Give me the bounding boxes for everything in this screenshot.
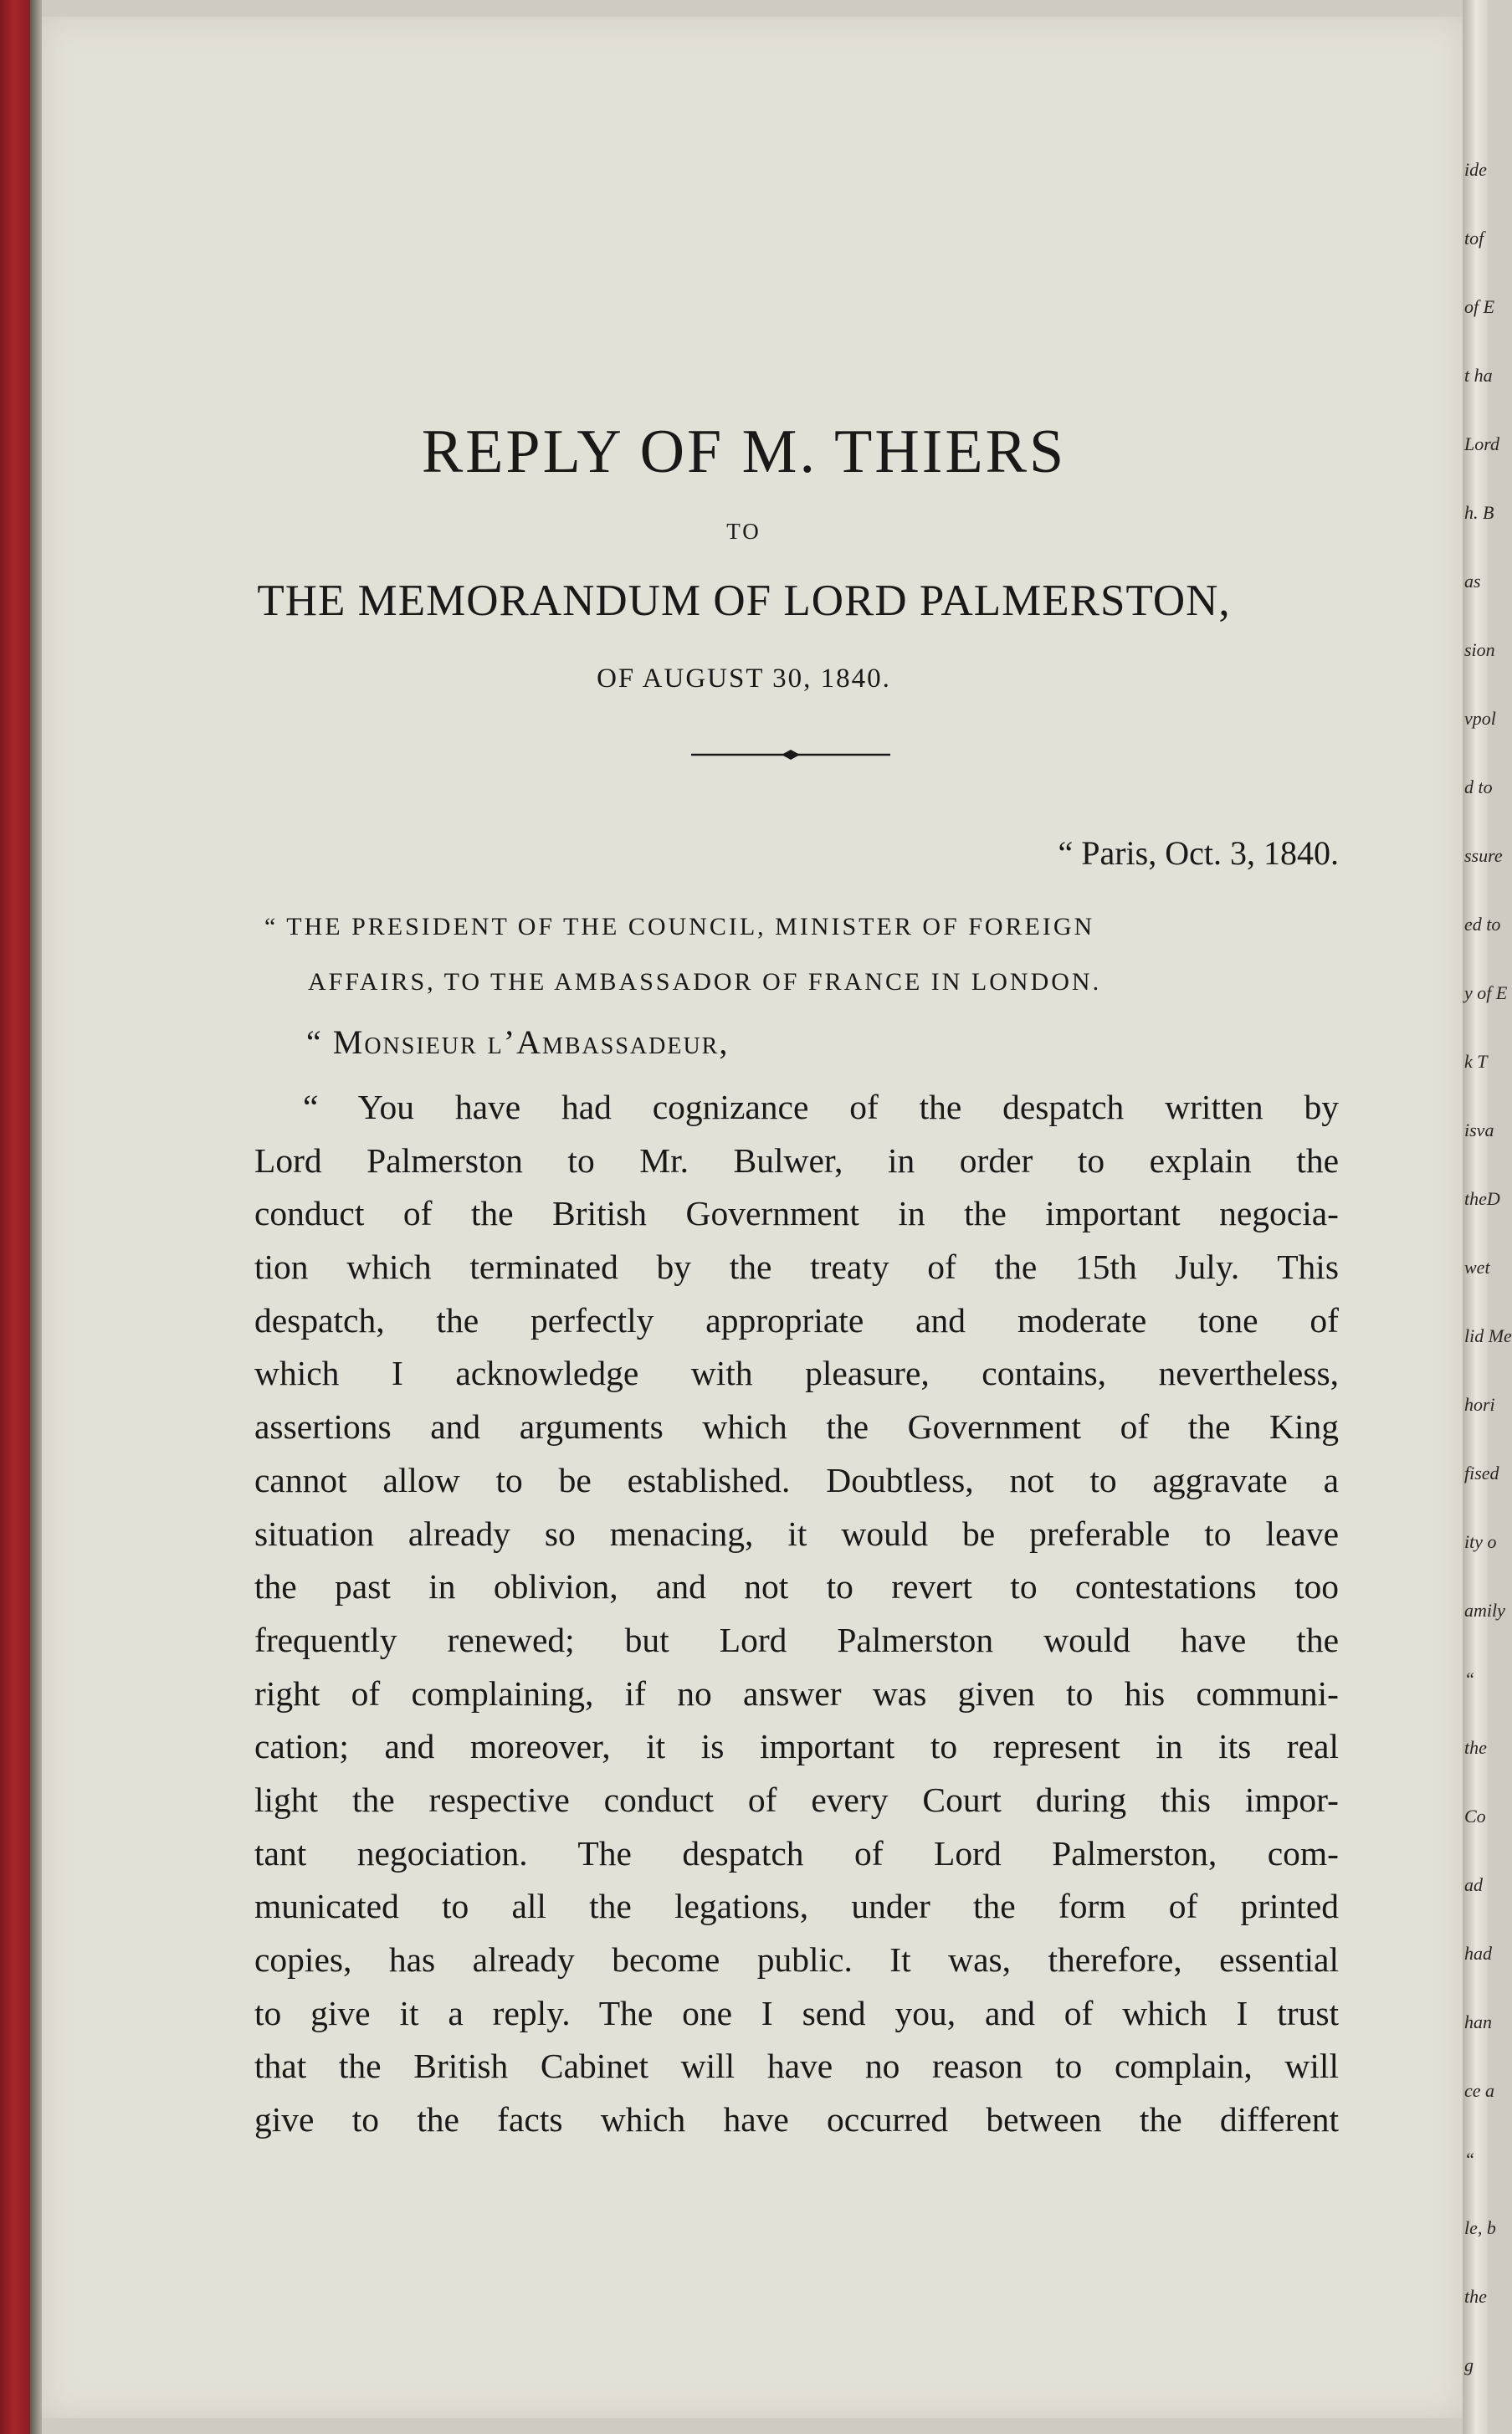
facing-page-fragment: d to (1464, 776, 1493, 797)
facing-page-fragment: isva (1464, 1120, 1494, 1140)
facing-page-fragment: g (1464, 2355, 1474, 2375)
facing-page-fragment: wet (1464, 1257, 1490, 1278)
dateline-text: “ Paris, Oct. 3, 1840. (1058, 834, 1339, 872)
facing-page-fragment: tof (1464, 228, 1484, 249)
facing-page-fragment: ssure (1464, 845, 1503, 866)
facing-page-fragment: the (1464, 2286, 1487, 2307)
salutation: “ Monsieur l’Ambassadeur, (306, 1023, 730, 1061)
facing-page-fragment: ce a (1464, 2080, 1495, 2101)
gutter-shadow (30, 0, 42, 2434)
facing-page-fragment: theD (1464, 1188, 1500, 1209)
facing-page-fragment: k T (1464, 1051, 1488, 1072)
body-line: light the respective conduct of every Court during this impor- (254, 1780, 1339, 1819)
facing-page-fragment: le, b (1464, 2217, 1496, 2238)
letter-heading (264, 899, 1339, 1010)
body-line: tion which terminated by the treaty of the 15th July. This (254, 1248, 1339, 1287)
body-line: that the British Cabinet will have no reason to complain, will (254, 2047, 1339, 2086)
facing-page-fragment: Co (1464, 1806, 1486, 1827)
body-line: the past in oblivion, and not to revert to contestations too (254, 1567, 1339, 1606)
heading-line-2: AFFAIRS, TO THE AMBASSADOR OF FRANCE IN LONDON. (308, 968, 1102, 996)
body-line: which I acknowledge with pleasure, contains, nevertheless, (254, 1354, 1339, 1393)
book-binding (0, 0, 30, 2434)
heading-line-1: “ THE PRESIDENT OF THE COUNCIL, MINISTER OF FOREIGN (264, 913, 1095, 940)
document-subtitle: THE MEMORANDUM OF LORD PALMERSTON, (257, 576, 1231, 625)
facing-page-fragment: han (1464, 2011, 1492, 2032)
document-title: REPLY OF M. THIERS (421, 418, 1067, 486)
body-text (254, 1081, 1339, 2147)
facing-page-fragment: fised (1464, 1463, 1499, 1483)
facing-page-fragment: ed to (1464, 914, 1501, 935)
body-line: municated to all the legations, under the form of printed (254, 1887, 1339, 1926)
facing-page-fragment: Lord (1464, 433, 1499, 454)
facing-page-fragment: had (1464, 1943, 1492, 1964)
body-line: cation; and moreover, it is important to represent in its real (254, 1727, 1339, 1766)
facing-page-fragment: lid Me (1464, 1325, 1512, 1346)
ornament-rule (691, 747, 890, 762)
body-line: conduct of the British Government in the important negocia- (254, 1194, 1339, 1233)
body-line: frequently renewed; but Lord Palmerston would have the (254, 1620, 1339, 1659)
facing-page-fragment: sion (1464, 639, 1495, 660)
body-line: right of complaining, if no answer was given to his communi- (254, 1673, 1339, 1713)
body-line: “ You have had cognizance of the despatch written by (303, 1088, 1339, 1126)
facing-page-fragment: of E (1464, 296, 1495, 317)
memorandum-date: OF AUGUST 30, 1840. (597, 664, 891, 694)
facing-page-fragment: h. B (1464, 502, 1494, 523)
facing-page-fragment: vpol (1464, 708, 1496, 729)
facing-page-fragment: ide (1464, 159, 1487, 180)
body-line: Lord Palmerston to Mr. Bulwer, in order to explain the (254, 1140, 1339, 1180)
body-line: tant negociation. The despatch of Lord Palmerston, com- (254, 1833, 1339, 1873)
body-line: situation already so menacing, it would be preferable to leave (254, 1514, 1339, 1553)
facing-page-fragment: the (1464, 1737, 1487, 1758)
facing-page-fragment: y of E (1464, 982, 1508, 1003)
facing-page-fragment: hori (1464, 1394, 1495, 1415)
facing-page-fragment: as (1464, 571, 1481, 592)
body-line: to give it a reply. The one I send you, and of which I trust (254, 1993, 1339, 2032)
body-line: cannot allow to be established. Doubtless, not to aggravate a (254, 1460, 1339, 1499)
title-connector: TO (726, 519, 761, 544)
letter-dateline (937, 833, 1339, 873)
facing-page-fragment: t ha (1464, 365, 1493, 386)
body-line: assertions and arguments which the Government of the King (254, 1407, 1339, 1447)
facing-page-fragment: amily (1464, 1600, 1505, 1621)
body-line: copies, has already become public. It was, therefore, essential (254, 1940, 1339, 1979)
body-line: despatch, the perfectly appropriate and moderate tone of (254, 1300, 1339, 1340)
body-line: give to the facts which have occurred between the different (254, 2100, 1339, 2139)
facing-page-fragment: ad (1464, 1874, 1483, 1895)
facing-page-fragment: “ (1464, 2149, 1475, 2170)
facing-page-fragment: ity o (1464, 1531, 1497, 1552)
facing-page-fragment: “ (1464, 1668, 1475, 1689)
facing-page-edge (1463, 0, 1512, 2434)
